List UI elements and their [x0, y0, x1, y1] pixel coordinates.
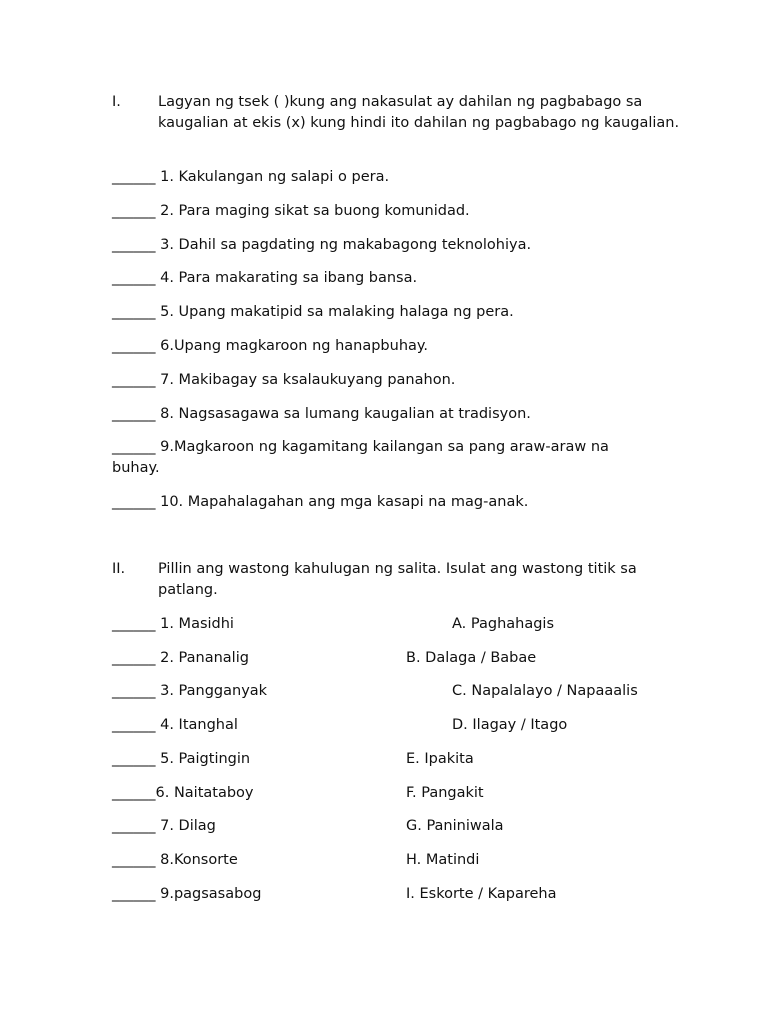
part2-item-6: ______6. Naitataboy — [112, 785, 254, 801]
choice-e: E. Ipakita — [406, 751, 474, 767]
choice-g: G. Paniniwala — [406, 818, 504, 834]
part1-item-4: ______ 4. Para makarating sa ibang bansa. — [112, 270, 418, 286]
part2-item-5: ______ 5. Paigtingin — [112, 751, 251, 767]
choice-i: I. Eskorte / Kapareha — [406, 886, 557, 902]
part2-item-4: ______ 4. Itanghal — [112, 717, 238, 733]
part2-instruction: Pillin ang wastong kahulugan ng salita. Isulat ang wastong titik sa patlang. — [158, 561, 637, 598]
part1-item-5: ______ 5. Upang makatipid sa malaking halaga ng pera. — [112, 304, 514, 320]
part2-item-2: ______ 2. Pananalig — [112, 650, 249, 666]
choice-b: B. Dalaga / Babae — [406, 650, 537, 666]
part2-numeral: II. — [112, 561, 126, 577]
part1-header — [112, 92, 692, 134]
choice-f: F. Pangakit — [406, 785, 484, 801]
part1-item-1: ______ 1. Kakulangan ng salapi o pera. — [112, 169, 390, 185]
part2-item-7: ______ 7. Dilag — [112, 818, 216, 834]
part2-item-8: ______ 8.Konsorte — [112, 852, 238, 868]
part2-header — [112, 559, 692, 601]
choice-h: H. Matindi — [406, 852, 480, 868]
part1-numeral: I. — [112, 94, 121, 110]
part1-item-3: ______ 3. Dahil sa pagdating ng makabagong teknolohiya. — [112, 237, 532, 253]
part1-item-2: ______ 2. Para maging sikat sa buong komunidad. — [112, 203, 470, 219]
part1-item-8: ______ 8. Nagsasagawa sa lumang kaugalian at tradisyon. — [112, 406, 531, 422]
part1-item-6: ______ 6.Upang magkaroon ng hanapbuhay. — [112, 338, 429, 354]
part2-item-3: ______ 3. Pangganyak — [112, 683, 268, 699]
choice-c: C. Napalalayo / Napaaalis — [452, 683, 638, 699]
part1-item-10: ______ 10. Mapahalagahan ang mga kasapi na mag-anak. — [112, 494, 529, 510]
part1-item-7: ______ 7. Makibagay sa ksalaukuyang panahon. — [112, 372, 456, 388]
choice-a: A. Paghahagis — [452, 616, 555, 632]
part2-item-1: ______ 1. Masidhi — [112, 616, 234, 632]
part2-item-9: ______ 9.pagsasabog — [112, 886, 262, 902]
choice-d: D. Ilagay / Itago — [452, 717, 568, 733]
part1-item-9: ______ 9.Magkaroon ng kagamitang kailangan sa pang araw-araw na buhay. — [112, 439, 609, 476]
part1-instruction: Lagyan ng tsek ( )kung ang nakasulat ay dahilan ng pagbabago sa kaugalian at ekis (x) kung hindi ito dahilan ng pagbabago ng kaugalian. — [158, 94, 680, 131]
